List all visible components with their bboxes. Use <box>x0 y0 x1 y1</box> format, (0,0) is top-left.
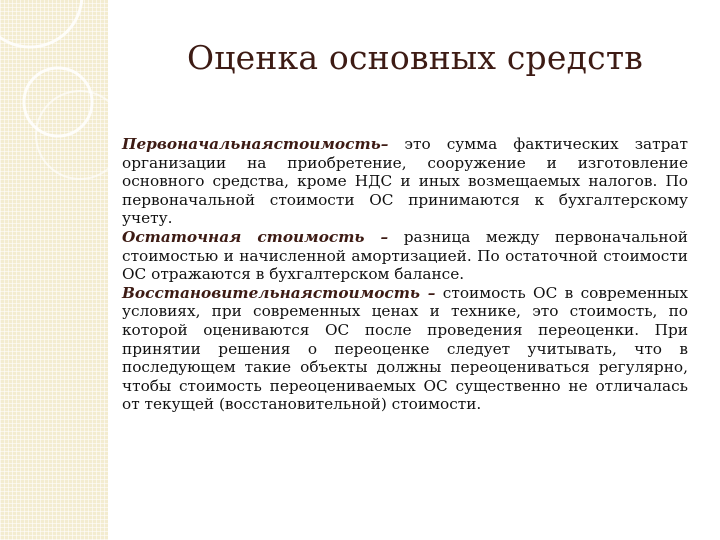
slide-body <box>122 135 688 414</box>
decorative-side-strip <box>0 0 108 540</box>
decorative-circles-icon <box>0 0 108 540</box>
definition-residual-cost: разница между первоначальной стоимостью и начисленной амортизацией. По остаточной стоимости ОС отражаются в бухгалтерском балансе. <box>122 227 688 284</box>
slide-title: Оценка основных средств <box>186 38 644 77</box>
term-initial-cost: Первоначальнаястоимость– <box>122 135 389 153</box>
definition-replacement-cost: стоимость ОС в современных условиях, при современных ценах и технике, это стоимость, по которой оцениваются ОС после проведения переоценки. При принятии решения о переоценке следует учитывать, что в последующем такие объекты должны переоцениваться регулярно, чтобы стоимость переоцениваемых ОС существенно не отличалась от текущей (восстановительной) стоимости. <box>122 283 688 414</box>
term-residual-cost: Остаточная стоимость – <box>122 227 389 246</box>
definition-initial-cost: это сумма фактических затрат организации на приобретение, сооружение и изготовление основного средства, кроме НДС и иных возмещаемых налогов. По первоначальной стоимости ОС принимаются к бухгалтерскому учету. <box>122 135 688 228</box>
term-replacement-cost: Восстановительнаястоимость – <box>122 283 436 302</box>
paragraph-replacement-cost <box>122 284 688 414</box>
paragraph-residual-cost <box>122 228 688 284</box>
paragraph-initial-cost <box>122 135 688 228</box>
